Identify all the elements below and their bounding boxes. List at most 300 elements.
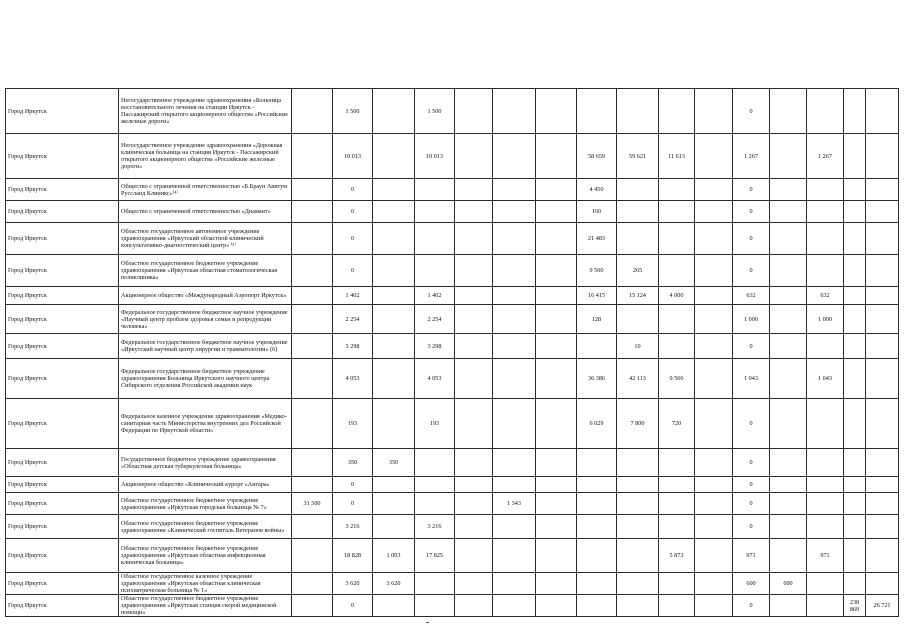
value-cell: 1 267 — [807, 134, 844, 179]
value-cell — [866, 449, 899, 477]
value-cell: 160 — [577, 201, 617, 223]
value-cell — [455, 539, 493, 573]
table-row — [6, 595, 899, 617]
value-cell: 9 500 — [577, 255, 617, 287]
value-cell — [536, 359, 577, 399]
value-cell: 0 — [733, 477, 770, 493]
value-cell — [695, 449, 733, 477]
value-cell — [617, 89, 659, 134]
value-cell — [577, 89, 617, 134]
table-row — [6, 399, 899, 449]
value-cell — [659, 179, 695, 201]
organization-cell: Негосударственное учреждение здравоохранения «Дорожная клиническая больница на станции Иркутск - Пассажирский открытого акционерного общества «Российские железные дороги» — [119, 134, 292, 179]
value-cell — [617, 515, 659, 539]
table-row — [6, 305, 899, 334]
value-cell — [415, 179, 455, 201]
value-cell — [493, 539, 536, 573]
value-cell: 0 — [333, 201, 373, 223]
value-cell: 1 500 — [415, 89, 455, 134]
value-cell — [866, 399, 899, 449]
value-cell — [493, 449, 536, 477]
value-cell — [807, 515, 844, 539]
value-cell: 350 — [373, 449, 415, 477]
value-cell — [373, 399, 415, 449]
value-cell — [866, 334, 899, 359]
value-cell — [807, 223, 844, 255]
value-cell — [807, 477, 844, 493]
organization-cell: Акционерное общество «Международный Аэропорт Иркутск» — [119, 287, 292, 305]
city-cell: Город Иркутск — [6, 539, 119, 573]
value-cell: 7 800 — [617, 399, 659, 449]
value-cell — [292, 359, 333, 399]
value-cell — [292, 334, 333, 359]
value-cell: 4 053 — [415, 359, 455, 399]
value-cell — [844, 179, 866, 201]
value-cell: 9 566 — [659, 359, 695, 399]
value-cell — [807, 399, 844, 449]
value-cell — [770, 595, 807, 617]
value-cell — [659, 493, 695, 515]
city-cell: Город Иркутск — [6, 255, 119, 287]
city-cell: Город Иркутск — [6, 477, 119, 493]
value-cell — [455, 477, 493, 493]
value-cell — [807, 334, 844, 359]
value-cell — [659, 223, 695, 255]
value-cell: 1 003 — [373, 539, 415, 573]
value-cell — [866, 134, 899, 179]
organization-cell: Областное государственное бюджетное учреждение здравоохранения «Иркутская областная стоматологическая поликлиника» — [119, 255, 292, 287]
value-cell: 0 — [733, 595, 770, 617]
value-cell — [415, 255, 455, 287]
value-cell: 2 254 — [333, 305, 373, 334]
value-cell — [373, 493, 415, 515]
value-cell — [292, 255, 333, 287]
value-cell — [292, 573, 333, 595]
value-cell: 10 013 — [415, 134, 455, 179]
city-cell: Город Иркутск — [6, 595, 119, 617]
value-cell — [695, 305, 733, 334]
value-cell — [866, 255, 899, 287]
value-cell — [455, 305, 493, 334]
value-cell — [659, 334, 695, 359]
value-cell: 1 343 — [493, 493, 536, 515]
table-row — [6, 515, 899, 539]
value-cell: 0 — [733, 399, 770, 449]
table-row — [6, 359, 899, 399]
value-cell: 16 415 — [577, 287, 617, 305]
value-cell — [415, 573, 455, 595]
value-cell — [536, 255, 577, 287]
value-cell — [844, 493, 866, 515]
table-row — [6, 493, 899, 515]
value-cell — [807, 179, 844, 201]
value-cell — [617, 223, 659, 255]
value-cell — [536, 573, 577, 595]
value-cell — [844, 539, 866, 573]
value-cell: 3 298 — [415, 334, 455, 359]
value-cell: 2 254 — [415, 305, 455, 334]
value-cell — [695, 539, 733, 573]
organization-cell: Негосударственное учреждение здравоохранения «Больница восстановительного лечения на станции Иркутск - Пассажирский открытого акционерного общества «Российские железные дороги» — [119, 89, 292, 134]
value-cell — [770, 334, 807, 359]
value-cell — [770, 134, 807, 179]
city-cell: Город Иркутск — [6, 223, 119, 255]
value-cell — [844, 449, 866, 477]
value-cell: 0 — [733, 493, 770, 515]
value-cell — [292, 134, 333, 179]
value-cell: 0 — [733, 223, 770, 255]
value-cell — [866, 515, 899, 539]
value-cell: 600 — [770, 573, 807, 595]
value-cell: 0 — [333, 477, 373, 493]
value-cell — [695, 255, 733, 287]
table-row — [6, 449, 899, 477]
value-cell: 3 216 — [333, 515, 373, 539]
value-cell — [536, 223, 577, 255]
organization-cell: Федеральное государственное бюджетное научное учреждение «Иркутский научный центр хирургии и травматологии» (6) — [119, 334, 292, 359]
value-cell — [373, 287, 415, 305]
value-cell — [493, 573, 536, 595]
value-cell — [536, 493, 577, 515]
value-cell: 1 043 — [733, 359, 770, 399]
value-cell — [770, 359, 807, 399]
value-cell: 0 — [733, 449, 770, 477]
value-cell — [695, 201, 733, 223]
value-cell — [844, 399, 866, 449]
value-cell — [536, 399, 577, 449]
city-cell: Город Иркутск — [6, 89, 119, 134]
value-cell — [844, 305, 866, 334]
value-cell — [844, 134, 866, 179]
value-cell: 1 000 — [807, 305, 844, 334]
table-row — [6, 573, 899, 595]
value-cell — [292, 223, 333, 255]
value-cell: 21 483 — [577, 223, 617, 255]
value-cell — [695, 287, 733, 305]
value-cell — [373, 223, 415, 255]
value-cell — [695, 477, 733, 493]
value-cell — [493, 287, 536, 305]
value-cell — [292, 477, 333, 493]
value-cell — [617, 305, 659, 334]
value-cell: 10 — [617, 334, 659, 359]
value-cell — [807, 201, 844, 223]
value-cell — [577, 477, 617, 493]
value-cell: 238 869 — [844, 595, 866, 617]
value-cell — [493, 477, 536, 493]
value-cell: 0 — [333, 179, 373, 201]
value-cell — [493, 334, 536, 359]
value-cell — [807, 493, 844, 515]
value-cell — [373, 201, 415, 223]
value-cell — [455, 359, 493, 399]
value-cell — [292, 449, 333, 477]
value-cell — [866, 477, 899, 493]
value-cell — [770, 255, 807, 287]
value-cell — [536, 515, 577, 539]
value-cell: 632 — [807, 287, 844, 305]
organization-cell: Государственное бюджетное учреждение здравоохранения «Областная детская туберкулезная больница» — [119, 449, 292, 477]
city-cell: Город Иркутск — [6, 493, 119, 515]
value-cell — [844, 477, 866, 493]
value-cell — [695, 359, 733, 399]
value-cell: 0 — [333, 223, 373, 255]
value-cell — [373, 334, 415, 359]
value-cell — [695, 223, 733, 255]
value-cell — [536, 134, 577, 179]
value-cell — [455, 595, 493, 617]
value-cell — [844, 255, 866, 287]
value-cell — [455, 515, 493, 539]
value-cell — [292, 305, 333, 334]
value-cell: 1 500 — [333, 89, 373, 134]
value-cell — [659, 89, 695, 134]
value-cell: 0 — [733, 255, 770, 287]
value-cell — [659, 201, 695, 223]
value-cell — [807, 89, 844, 134]
value-cell: 18 828 — [333, 539, 373, 573]
value-cell — [493, 223, 536, 255]
value-cell — [770, 477, 807, 493]
value-cell: 3 216 — [415, 515, 455, 539]
value-cell — [493, 89, 536, 134]
value-cell: 632 — [733, 287, 770, 305]
value-cell — [292, 287, 333, 305]
table-row — [6, 134, 899, 179]
value-cell — [292, 539, 333, 573]
value-cell — [866, 179, 899, 201]
value-cell — [866, 223, 899, 255]
value-cell — [373, 179, 415, 201]
value-cell — [536, 449, 577, 477]
value-cell: 6 029 — [577, 399, 617, 449]
city-cell: Город Иркутск — [6, 449, 119, 477]
value-cell: 42 113 — [617, 359, 659, 399]
value-cell — [807, 449, 844, 477]
value-cell — [415, 595, 455, 617]
value-cell: 193 — [333, 399, 373, 449]
value-cell — [807, 255, 844, 287]
page-mark — [426, 622, 429, 623]
city-cell: Город Иркутск — [6, 201, 119, 223]
value-cell — [455, 223, 493, 255]
organization-cell: Общество с ограниченной ответственностью «Диамант» — [119, 201, 292, 223]
value-cell — [493, 305, 536, 334]
value-cell — [577, 573, 617, 595]
value-cell — [617, 539, 659, 573]
value-cell — [455, 399, 493, 449]
value-cell: 0 — [333, 493, 373, 515]
value-cell — [844, 223, 866, 255]
table-row — [6, 255, 899, 287]
value-cell — [866, 573, 899, 595]
value-cell — [844, 89, 866, 134]
value-cell — [695, 399, 733, 449]
value-cell — [844, 201, 866, 223]
value-cell — [455, 179, 493, 201]
value-cell — [292, 515, 333, 539]
value-cell: 3 298 — [333, 334, 373, 359]
value-cell — [536, 334, 577, 359]
value-cell — [536, 179, 577, 201]
table-row — [6, 201, 899, 223]
value-cell — [455, 255, 493, 287]
value-cell — [455, 573, 493, 595]
value-cell: 10 013 — [333, 134, 373, 179]
value-cell — [373, 515, 415, 539]
value-cell — [536, 89, 577, 134]
data-table — [5, 88, 899, 617]
value-cell — [695, 595, 733, 617]
value-cell: 1 402 — [333, 287, 373, 305]
organization-cell: Областное государственное казенное учреждение здравоохранения «Иркутская областная клиническая психиатрическая больница № 1» — [119, 573, 292, 595]
city-cell: Город Иркутск — [6, 134, 119, 179]
value-cell — [455, 334, 493, 359]
value-cell — [659, 449, 695, 477]
value-cell — [659, 595, 695, 617]
value-cell — [659, 515, 695, 539]
value-cell — [292, 201, 333, 223]
value-cell: 350 — [333, 449, 373, 477]
value-cell — [866, 539, 899, 573]
value-cell — [292, 89, 333, 134]
value-cell — [373, 477, 415, 493]
value-cell — [577, 334, 617, 359]
table-row — [6, 179, 899, 201]
value-cell — [493, 359, 536, 399]
value-cell: 1 000 — [733, 305, 770, 334]
organization-cell: Акционерное общество «Клинический курорт «Ангара» — [119, 477, 292, 493]
value-cell — [536, 201, 577, 223]
value-cell — [455, 201, 493, 223]
value-cell — [415, 449, 455, 477]
value-cell — [493, 595, 536, 617]
organization-cell: Федеральное государственное бюджетное учреждение здравоохранения Больница Иркутского научного центра Сибирского отделения Российской академии наук — [119, 359, 292, 399]
value-cell — [695, 573, 733, 595]
value-cell — [577, 515, 617, 539]
value-cell — [292, 179, 333, 201]
value-cell — [695, 179, 733, 201]
value-cell — [844, 287, 866, 305]
value-cell — [866, 493, 899, 515]
table-row — [6, 89, 899, 134]
value-cell — [617, 477, 659, 493]
city-cell: Город Иркутск — [6, 334, 119, 359]
value-cell — [373, 359, 415, 399]
city-cell: Город Иркутск — [6, 359, 119, 399]
value-cell: 1 267 — [733, 134, 770, 179]
value-cell — [866, 201, 899, 223]
value-cell — [373, 89, 415, 134]
value-cell — [415, 223, 455, 255]
value-cell: 3 620 — [333, 573, 373, 595]
table-row — [6, 287, 899, 305]
value-cell — [455, 287, 493, 305]
value-cell — [695, 89, 733, 134]
value-cell — [695, 515, 733, 539]
value-cell — [493, 399, 536, 449]
value-cell — [577, 539, 617, 573]
value-cell — [659, 305, 695, 334]
value-cell — [493, 179, 536, 201]
value-cell: 4 000 — [659, 287, 695, 305]
value-cell: 971 — [807, 539, 844, 573]
value-cell — [536, 539, 577, 573]
value-cell: 0 — [333, 255, 373, 287]
organization-cell: Областное государственное бюджетное учреждение здравоохранения «Клинический госпиталь Ветеранов войны» — [119, 515, 292, 539]
value-cell — [770, 493, 807, 515]
value-cell — [493, 515, 536, 539]
value-cell: 31 500 — [292, 493, 333, 515]
value-cell — [844, 573, 866, 595]
city-cell: Город Иркутск — [6, 179, 119, 201]
value-cell — [455, 89, 493, 134]
value-cell — [617, 201, 659, 223]
value-cell — [866, 89, 899, 134]
value-cell: 0 — [733, 201, 770, 223]
value-cell — [770, 223, 807, 255]
value-cell: 4 053 — [333, 359, 373, 399]
value-cell — [373, 305, 415, 334]
value-cell — [617, 179, 659, 201]
value-cell — [770, 449, 807, 477]
organization-cell: Общество с ограниченной ответственностью «Б.Браун Авитум Руссланд Клиникс»⁽⁴⁾ — [119, 179, 292, 201]
value-cell: 0 — [733, 179, 770, 201]
value-cell: 1 402 — [415, 287, 455, 305]
value-cell — [493, 201, 536, 223]
organization-cell: Областное государственное автономное учреждение здравоохранения «Иркутский областной клинический консультативно-диагностический центр» ⁽³⁾ — [119, 223, 292, 255]
value-cell: 971 — [733, 539, 770, 573]
value-cell — [770, 539, 807, 573]
value-cell — [844, 515, 866, 539]
value-cell — [770, 201, 807, 223]
table-row — [6, 334, 899, 359]
value-cell — [617, 449, 659, 477]
value-cell — [770, 305, 807, 334]
value-cell — [415, 201, 455, 223]
value-cell — [536, 595, 577, 617]
city-cell: Город Иркутск — [6, 573, 119, 595]
value-cell — [770, 89, 807, 134]
value-cell — [415, 493, 455, 515]
organization-cell: Федеральное казенное учреждение здравоохранения «Медико-санитарная часть Министерства внутренних дел Российской Федерации по Иркутской области» — [119, 399, 292, 449]
value-cell: 193 — [415, 399, 455, 449]
value-cell — [695, 493, 733, 515]
city-cell: Город Иркутск — [6, 287, 119, 305]
value-cell — [844, 359, 866, 399]
value-cell: 0 — [333, 595, 373, 617]
organization-cell: Областное государственное бюджетное учреждение здравоохранения «Иркутская городская больница № 7» — [119, 493, 292, 515]
value-cell: 4 450 — [577, 179, 617, 201]
value-cell — [770, 179, 807, 201]
value-cell: 26 721 — [866, 595, 899, 617]
value-cell: 59 621 — [617, 134, 659, 179]
value-cell: 0 — [733, 515, 770, 539]
value-cell: 128 — [577, 305, 617, 334]
value-cell — [617, 595, 659, 617]
value-cell — [659, 477, 695, 493]
value-cell — [659, 255, 695, 287]
value-cell — [770, 399, 807, 449]
value-cell — [493, 134, 536, 179]
value-cell — [536, 477, 577, 493]
table-row — [6, 539, 899, 573]
value-cell: 11 613 — [659, 134, 695, 179]
value-cell — [617, 573, 659, 595]
organization-cell: Федеральное государственное бюджетное научное учреждение «Научный центр проблем здоровья семьи и репродукции человека» — [119, 305, 292, 334]
organization-cell: Областное государственное бюджетное учреждение здравоохранения «Иркутская областная инфекционная клиническая больница» — [119, 539, 292, 573]
value-cell: 0 — [733, 334, 770, 359]
